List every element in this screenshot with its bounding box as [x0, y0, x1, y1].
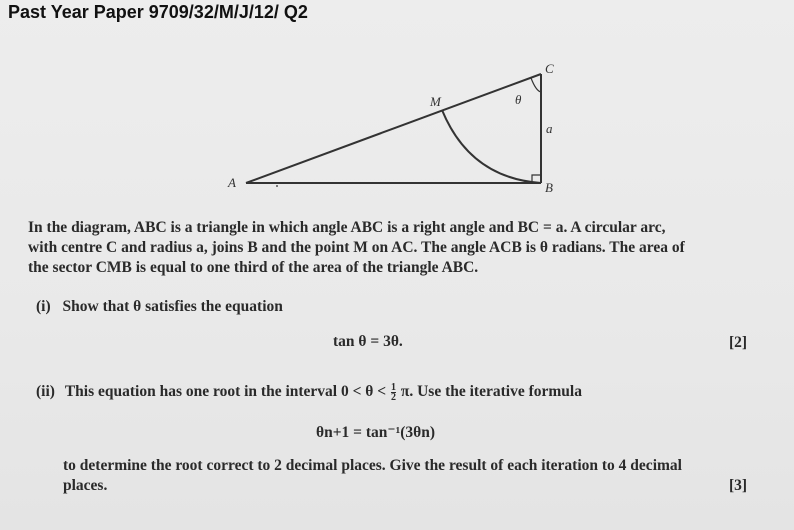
dot-mark	[276, 185, 278, 187]
triangle-diagram	[0, 0, 794, 215]
part-i-text: Show that θ satisfies the equation	[62, 298, 283, 315]
arc-mb	[442, 110, 541, 183]
label-a-side: a	[546, 121, 553, 136]
side-ac	[246, 74, 541, 183]
part-i-marks: [2]	[729, 334, 748, 351]
theta-arc	[531, 78, 541, 92]
fraction-denominator: 2	[390, 392, 396, 403]
part-i	[36, 298, 283, 316]
label-c: C	[545, 61, 554, 76]
page-title: Past Year Paper 9709/32/M/J/12/ Q2	[8, 2, 308, 22]
part-ii-equation: θn+1 = tan⁻¹(3θn)	[316, 424, 436, 441]
part-i-label: (i)	[36, 298, 51, 315]
intro-line-2: with centre C and radius a, joins B and the point M on AC. The angle ACB is θ radians. The area of	[28, 239, 685, 256]
part-ii-text-after: π. Use the iterative formula	[400, 383, 582, 401]
intro-line-3: the sector CMB is equal to one third of the area of the triangle ABC.	[28, 259, 479, 276]
label-theta: θ	[515, 92, 522, 107]
label-a: A	[228, 175, 236, 190]
label-m: M	[430, 94, 441, 109]
part-i-equation: tan θ = 3θ.	[333, 333, 403, 350]
part-ii-text-before: This equation has one root in the interval 0 < θ <	[64, 383, 387, 401]
part-ii-label: (ii)	[36, 383, 55, 401]
fraction-numerator: 1	[390, 382, 396, 393]
part-ii	[36, 383, 582, 402]
part-ii-line-1: to determine the root correct to 2 decimal places. Give the result of each iteration to 4 decimal	[63, 457, 682, 474]
part-ii-fraction	[391, 383, 396, 402]
part-ii-marks: [3]	[729, 477, 748, 494]
question-intro	[28, 218, 758, 278]
part-ii-instructions	[63, 456, 763, 496]
label-b: B	[545, 180, 553, 195]
intro-line-1: In the diagram, ABC is a triangle in which angle ABC is a right angle and BC = a. A circular arc,	[28, 219, 666, 236]
part-ii-line-2: places.	[63, 477, 108, 494]
